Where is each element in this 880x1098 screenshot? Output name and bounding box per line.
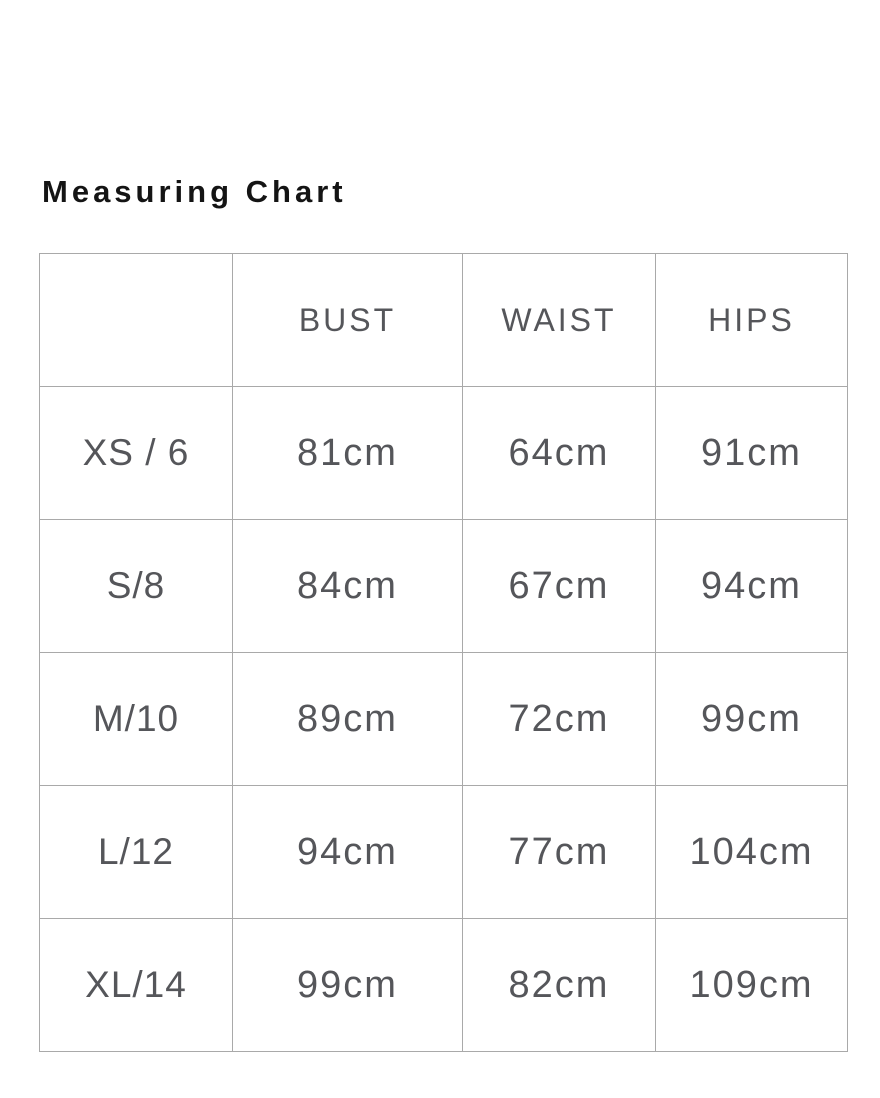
size-label-cell: XS / 6: [40, 387, 233, 520]
table-row: [40, 786, 848, 919]
waist-value-cell: 67cm: [463, 520, 656, 653]
bust-value-cell: 89cm: [233, 653, 463, 786]
table-row: [40, 653, 848, 786]
bust-value-cell: 81cm: [233, 387, 463, 520]
hips-value-cell: 94cm: [656, 520, 848, 653]
table-row: [40, 387, 848, 520]
measuring-chart-table: [39, 253, 848, 1052]
size-label-cell: L/12: [40, 786, 233, 919]
header-row: [40, 254, 848, 387]
size-label-cell: M/10: [40, 653, 233, 786]
header-cell-waist: WAIST: [463, 254, 656, 387]
size-label-cell: S/8: [40, 520, 233, 653]
hips-value-cell: 104cm: [656, 786, 848, 919]
table-row: [40, 919, 848, 1052]
bust-value-cell: 94cm: [233, 786, 463, 919]
hips-value-cell: 99cm: [656, 653, 848, 786]
waist-value-cell: 72cm: [463, 653, 656, 786]
size-label-cell: XL/14: [40, 919, 233, 1052]
hips-value-cell: 109cm: [656, 919, 848, 1052]
waist-value-cell: 77cm: [463, 786, 656, 919]
table-row: [40, 520, 848, 653]
waist-value-cell: 82cm: [463, 919, 656, 1052]
header-cell-hips: HIPS: [656, 254, 848, 387]
header-cell-bust: BUST: [233, 254, 463, 387]
hips-value-cell: 91cm: [656, 387, 848, 520]
bust-value-cell: 99cm: [233, 919, 463, 1052]
bust-value-cell: 84cm: [233, 520, 463, 653]
header-cell-empty: [40, 254, 233, 387]
page-title: Measuring Chart: [42, 174, 347, 209]
waist-value-cell: 64cm: [463, 387, 656, 520]
